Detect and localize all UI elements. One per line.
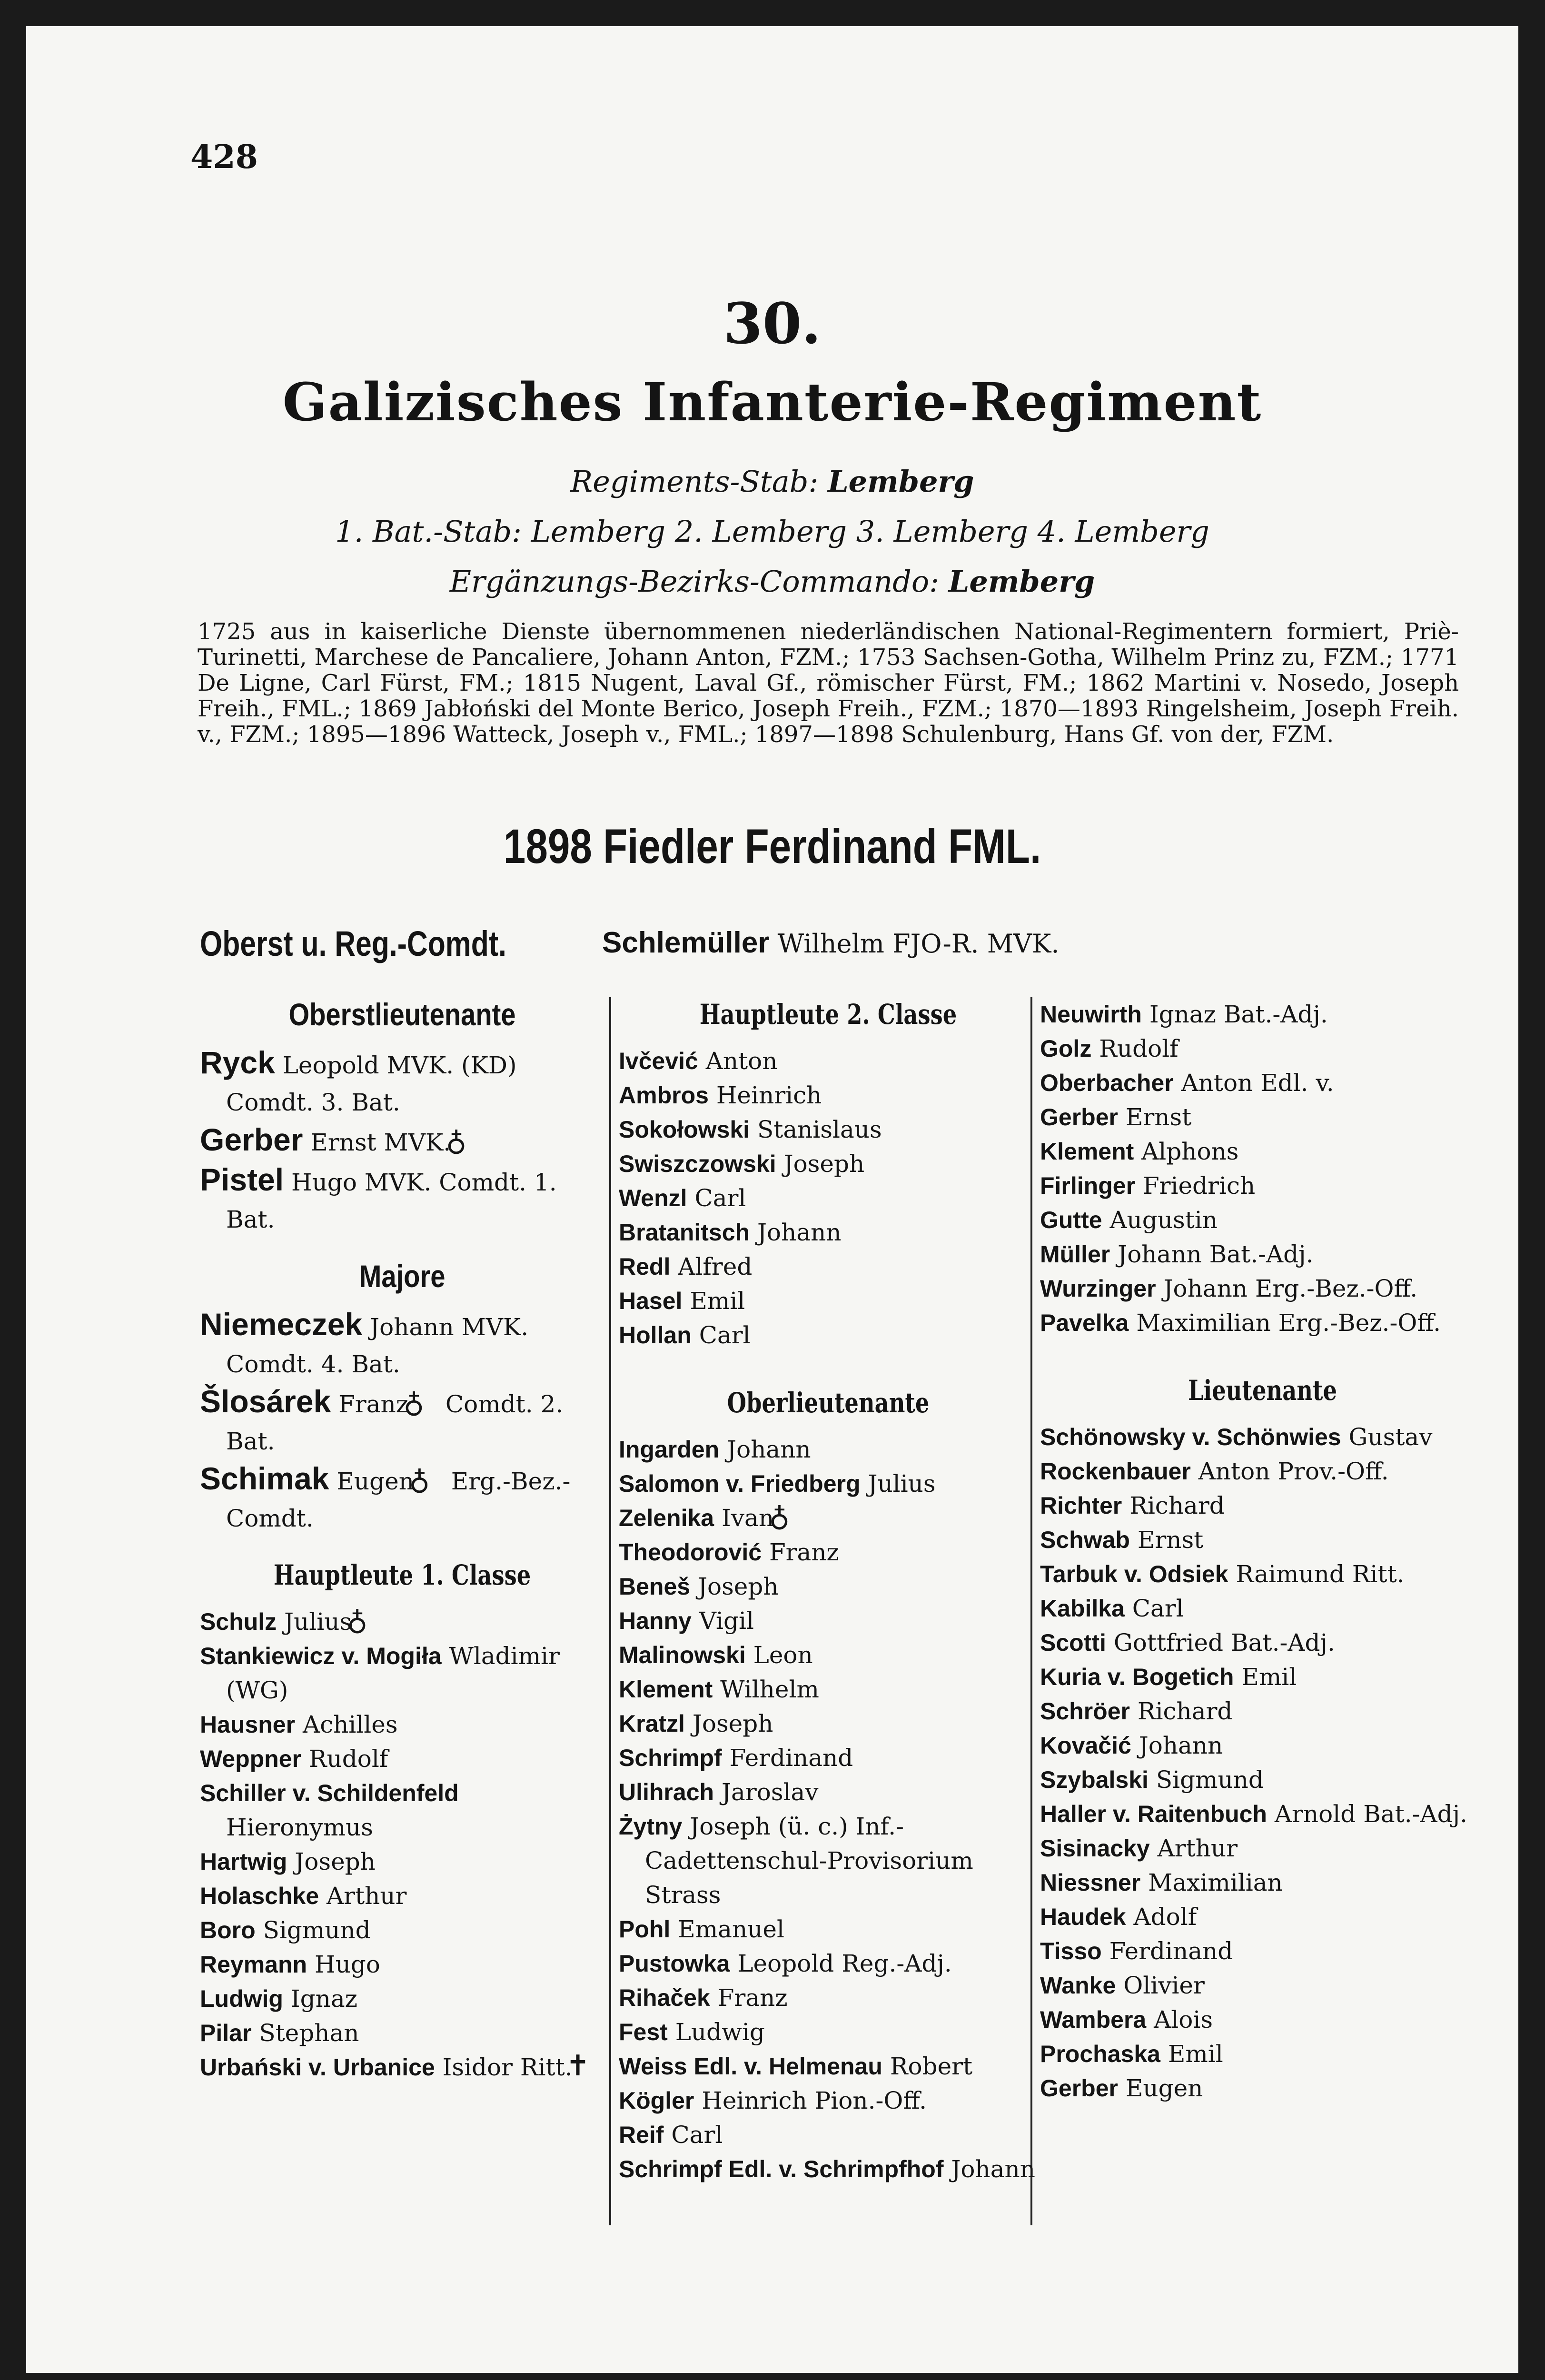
- list-item: Neuwirth Ignaz Bat.-Adj.: [1040, 1001, 1328, 1028]
- lieutenante-list: [1040, 1420, 1485, 2105]
- column-1: [200, 997, 604, 2084]
- list-item: Ryck Leopold MVK. (KD) Comdt. 3. Bat.: [200, 1045, 517, 1116]
- list-item: Schulz Julius ♁: [200, 1605, 604, 1639]
- list-item: Schrimpf Edl. v. Schrimpfhof Johann: [619, 2155, 1035, 2183]
- list-item: Kuria v. Bogetich Emil: [1040, 1663, 1297, 1691]
- list-item: Kögler Heinrich Pion.-Off.: [619, 2087, 927, 2114]
- list-item: Haudek Adolf: [1040, 1903, 1197, 1931]
- list-item: Pavelka Maximilian Erg.-Bez.-Off.: [1040, 1309, 1441, 1337]
- list-item: Boro Sigmund: [200, 1916, 371, 1944]
- decoration-icon: ♁: [403, 1386, 425, 1419]
- list-item: Swiszczowski Joseph: [619, 1150, 865, 1178]
- hauptleute-1-list: [200, 1605, 604, 2084]
- list-item: Gutte Augustin: [1040, 1206, 1218, 1234]
- stab-value: Lemberg: [828, 464, 974, 499]
- list-item: Schwab Ernst: [1040, 1526, 1204, 1554]
- list-item: Reif Carl: [619, 2121, 723, 2149]
- list-item: Szybalski Sigmund: [1040, 1766, 1264, 1794]
- list-item: Fest Ludwig: [619, 2018, 765, 2046]
- list-item: Gerber Ernst: [1040, 1103, 1192, 1131]
- list-item: Reymann Hugo: [200, 1951, 380, 1978]
- decoration-icon: ♁: [409, 1463, 430, 1497]
- list-item: Urbański v. Urbanice Isidor Ritt. ✝: [200, 2050, 604, 2084]
- battalion-stab-line: 1. Bat.-Stab: Lemberg 2. Lemberg 3. Lemberg 4. Lemberg: [335, 514, 1209, 549]
- list-item: Ingarden Johann: [619, 1436, 811, 1463]
- ergaenzung-label: Ergänzungs-Bezirks-Commando:: [449, 564, 940, 599]
- list-item: Sisinacky Arthur: [1040, 1835, 1238, 1862]
- list-item: Haller v. Raitenbuch Arnold Bat.-Adj.: [1040, 1800, 1468, 1828]
- list-item: Wanke Olivier: [1040, 1972, 1205, 1999]
- oberst-entry: [602, 926, 1060, 960]
- list-item: Stankiewicz v. Mogiła Wladimir (WG): [200, 1642, 560, 1704]
- list-item: Golz Rudolf: [1040, 1035, 1179, 1062]
- stab-label: Regiments-Stab:: [570, 464, 819, 499]
- regiment-inhaber: 1898 Fiedler Ferdinand FML.: [503, 819, 1041, 873]
- list-item: Weppner Rudolf: [200, 1745, 388, 1773]
- list-item: Klement Wilhelm: [619, 1676, 819, 1703]
- list-item: Ivčević Anton: [619, 1047, 778, 1075]
- list-item: Wurzinger Johann Erg.-Bez.-Off.: [1040, 1275, 1418, 1302]
- page-number: 428: [190, 138, 258, 176]
- decoration-icon: ♁: [446, 1124, 467, 1158]
- list-item: Pohl Emanuel: [619, 1915, 784, 1943]
- regiment-number: 30.: [723, 290, 822, 357]
- list-item: Beneš Joseph: [619, 1573, 779, 1600]
- list-item: Bratanitsch Johann: [619, 1219, 842, 1246]
- list-item: Richter Richard: [1040, 1492, 1225, 1519]
- list-item: Müller Johann Bat.-Adj.: [1040, 1240, 1314, 1268]
- majore-list: [200, 1306, 604, 1537]
- column-3: [1040, 997, 1485, 2105]
- section-title-lieutenante: Lieutenante: [1188, 1374, 1337, 1407]
- list-item: Rihaček Franz: [619, 1984, 788, 2012]
- list-item: Ulihrach Jaroslav: [619, 1778, 819, 1806]
- book-page: [26, 26, 1518, 2373]
- list-item: Kovačić Johann: [1040, 1732, 1223, 1759]
- decoration-icon: ♁: [769, 1500, 790, 1533]
- list-item: Zelenika Ivan ♁: [619, 1501, 1038, 1535]
- list-item: Kabilka Carl: [1040, 1595, 1184, 1622]
- list-item: Hollan Carl: [619, 1321, 751, 1349]
- list-item: Kratzl Joseph: [619, 1710, 773, 1737]
- list-item: Niemeczek Johann MVK. Comdt. 4. Bat.: [200, 1307, 529, 1378]
- oberstlieutenante-list: [200, 1044, 604, 1238]
- regiment-name: Galizisches Infanterie-Regiment: [282, 371, 1262, 433]
- list-item: Salomon v. Friedberg Julius: [619, 1470, 936, 1497]
- ergaenzung-line: [26, 564, 1518, 599]
- list-item: Firlinger Friedrich: [1040, 1172, 1256, 1200]
- list-item: Hasel Emil: [619, 1287, 745, 1315]
- list-item: Żytny Joseph (ü. c.) Inf.-Cadettenschul-Provisorium Strass: [619, 1813, 973, 1909]
- section-title-oberstlieutenante: Oberstlieutenante: [288, 997, 516, 1032]
- list-item: Schrimpf Ferdinand: [619, 1744, 853, 1772]
- section-title-majore: Majore: [359, 1259, 446, 1294]
- list-item: Holaschke Arthur: [200, 1882, 407, 1910]
- list-item: Theodorović Franz: [619, 1538, 839, 1566]
- list-item: Malinowski Leon: [619, 1641, 813, 1669]
- list-item: Scotti Gottfried Bat.-Adj.: [1040, 1629, 1335, 1656]
- oberlieutenante-continued-list: [1040, 997, 1485, 1340]
- list-item: Šlosárek Franz ♁ Comdt. 2. Bat.: [200, 1384, 564, 1455]
- list-item: Ambros Heinrich: [619, 1081, 822, 1109]
- list-item: Hanny Vigil: [619, 1607, 754, 1635]
- hauptleute-2-list: [619, 1044, 1038, 1352]
- oberlieutenante-list: [619, 1432, 1038, 2186]
- list-item: Redl Alfred: [619, 1253, 753, 1280]
- list-item: Wenzl Carl: [619, 1184, 746, 1212]
- section-title-hauptleute-2: Hauptleute 2. Classe: [699, 998, 957, 1031]
- list-item: Prochaska Emil: [1040, 2040, 1223, 2068]
- cross-icon: ✝: [565, 2049, 590, 2082]
- oberst-rest: Wilhelm FJO-R. MVK.: [777, 929, 1060, 959]
- list-item: Wambera Alois: [1040, 2006, 1213, 2033]
- regiment-history: 1725 aus in kaiserliche Dienste übernommenen niederländischen National-Regimentern formiert, Priè-Turinetti, Marchese de Pancaliere, Johann Anton, FZM.; 1753 Sachsen-Gotha, Wilhelm Prinz zu, FZM.; 1771 De Ligne, Carl Fürst, FM.; 1815 Nugent, Laval Gf., römischer Fürst, FM.; 1862 Martini v. Nosedo, Joseph Freih., FML.; 1869 Jabłoński del Monte Berico, Joseph Freih., FZM.; 1870—1893 Ringelsheim, Joseph Freih. v., FZM.; 1895—1896 Watteck, Joseph v., FML.; 1897—1898 Schulenburg, Hans Gf. von der, FZM.: [198, 618, 1459, 748]
- list-item: Pistel Hugo MVK. Comdt. 1. Bat.: [200, 1162, 557, 1233]
- list-item: Niessner Maximilian: [1040, 1869, 1283, 1896]
- list-item: Klement Alphons: [1040, 1138, 1239, 1165]
- column-2: [619, 997, 1038, 2186]
- list-item: Rockenbauer Anton Prov.-Off.: [1040, 1458, 1389, 1485]
- ergaenzung-value: Lemberg: [948, 564, 1095, 599]
- list-item: Ludwig Ignaz: [200, 1985, 357, 2013]
- list-item: Oberbacher Anton Edl. v.: [1040, 1069, 1334, 1097]
- list-item: Weiss Edl. v. Helmenau Robert: [619, 2053, 973, 2080]
- list-item: Tisso Ferdinand: [1040, 1937, 1233, 1965]
- column-divider: [609, 997, 611, 2225]
- list-item: Schimak Eugen ♁ Erg.-Bez.-Comdt.: [200, 1461, 571, 1532]
- list-item: Schiller v. Schildenfeld Hieronymus: [200, 1780, 459, 1841]
- oberst-name: Schlemüller: [602, 926, 770, 959]
- list-item: Hartwig Joseph: [200, 1848, 376, 1875]
- section-title-oberlieutenante: Oberlieutenante: [727, 1387, 930, 1419]
- list-item: Gerber Ernst MVK. ♁: [200, 1121, 604, 1161]
- list-item: Schönowsky v. Schönwies Gustav: [1040, 1423, 1433, 1451]
- list-item: Pustowka Leopold Reg.-Adj.: [619, 1950, 952, 1977]
- decoration-icon: ♁: [347, 1604, 368, 1637]
- regiment-stab-line: [26, 464, 1518, 499]
- section-title-hauptleute-1: Hauptleute 1. Classe: [273, 1559, 531, 1591]
- oberst-label: Oberst u. Reg.-Comdt.: [200, 924, 506, 963]
- list-item: Schröer Richard: [1040, 1697, 1233, 1725]
- list-item: Tarbuk v. Odsiek Raimund Ritt.: [1040, 1560, 1405, 1588]
- list-item: Gerber Eugen: [1040, 2074, 1203, 2102]
- list-item: Pilar Stephan: [200, 2019, 359, 2047]
- list-item: Sokołowski Stanislaus: [619, 1116, 882, 1143]
- list-item: Hausner Achilles: [200, 1711, 398, 1738]
